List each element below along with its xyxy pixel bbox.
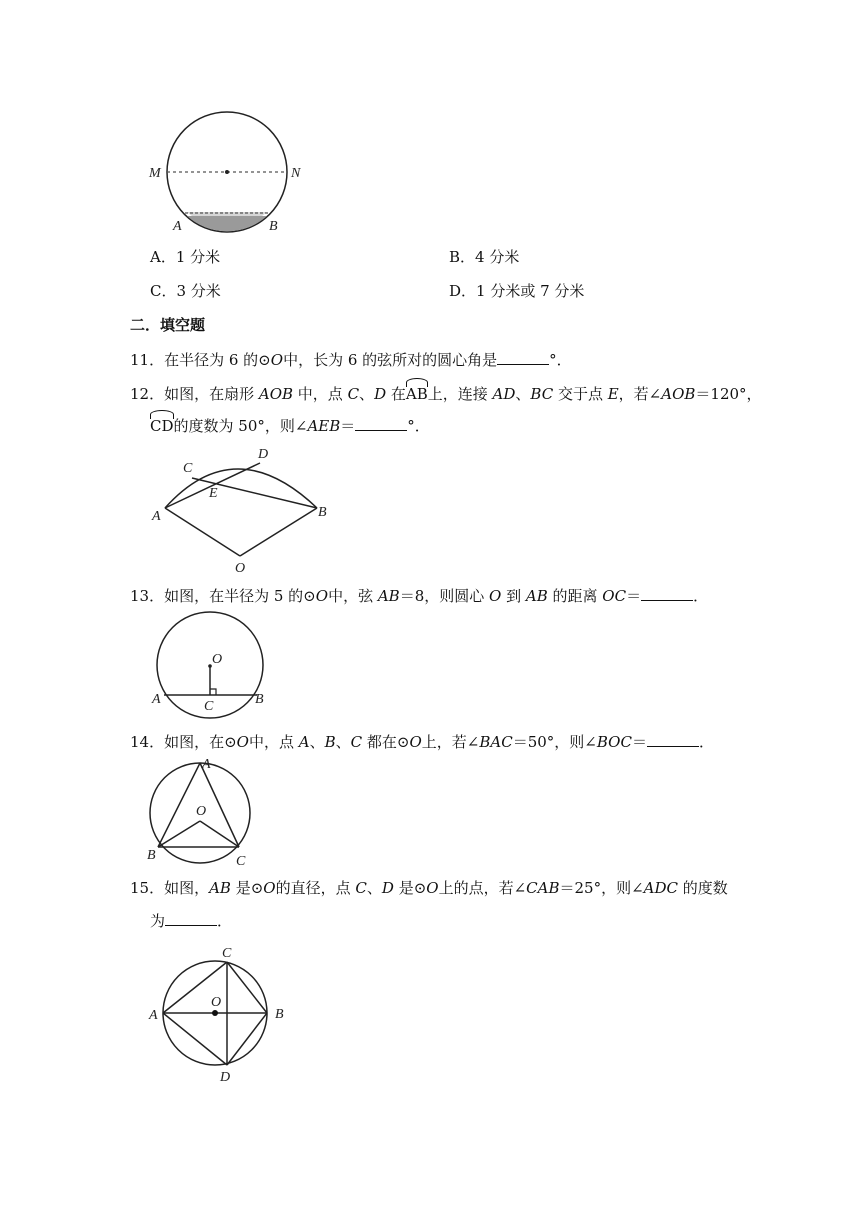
- label-M: M: [149, 166, 161, 181]
- arc-CD: CD: [150, 416, 174, 436]
- label-D: D: [258, 447, 269, 462]
- label-O: O: [196, 804, 207, 819]
- question-11: 11．在半径为 6 的⊙O中，长为 6 的弦所对的圆心角是 °．: [130, 351, 572, 369]
- option-c: C．3 分米: [150, 282, 221, 300]
- label-B: B: [147, 848, 156, 863]
- figure-q10-circle: [140, 96, 310, 236]
- label-N: N: [291, 166, 301, 181]
- label-A: A: [152, 692, 161, 707]
- label-D: D: [220, 1070, 231, 1085]
- figure-q15-circle: [140, 940, 300, 1085]
- label-O: O: [212, 652, 223, 667]
- figure-q12-sector: [145, 440, 345, 575]
- label-A: A: [202, 757, 211, 772]
- label-B: B: [269, 219, 278, 234]
- label-B: B: [318, 505, 327, 520]
- question-13: 13．如图，在半径为 5 的⊙O中，弦 AB＝8，则圆心 O 到 AB 的距离 OC＝ ．: [130, 587, 709, 605]
- section-title: 二．填空题: [130, 316, 206, 334]
- answer-blank-14[interactable]: [647, 732, 699, 747]
- label-C: C: [236, 854, 246, 869]
- label-E: E: [209, 486, 218, 501]
- label-C: C: [222, 946, 232, 961]
- label-B: B: [255, 692, 264, 707]
- label-A: A: [152, 509, 161, 524]
- figure-q14-circle: [140, 755, 260, 870]
- question-14: 14．如图，在⊙O中，点 A、B、C 都在⊙O上，若∠BAC＝50°，则∠BOC＝ ．: [130, 733, 714, 751]
- question-12-line2: CD的度数为 50°，则∠AEB＝ °．: [150, 416, 430, 436]
- label-A: A: [173, 219, 182, 234]
- label-C: C: [204, 699, 214, 714]
- option-d: D．1 分米或 7 分米: [449, 282, 585, 300]
- answer-blank-13[interactable]: [641, 586, 693, 601]
- label-O: O: [235, 561, 246, 575]
- arc-AB: AB: [406, 384, 428, 404]
- question-15-line1: 15．如图，AB 是⊙O的直径，点 C、D 是⊙O上的点，若∠CAB＝25°，则∠ADC 的度数: [130, 879, 728, 897]
- option-a: A．1 分米: [150, 248, 221, 266]
- label-C: C: [183, 461, 193, 476]
- label-A: A: [149, 1008, 158, 1023]
- question-15-line2: 为 ．: [150, 912, 233, 930]
- label-B: B: [275, 1007, 284, 1022]
- answer-blank-15[interactable]: [165, 911, 217, 926]
- answer-blank-11[interactable]: [497, 350, 549, 365]
- figure-q13-circle: [145, 610, 275, 720]
- question-12-line1: 12．如图，在扇形 AOB 中，点 C、D 在 AB上，连接 AD、BC 交于点 E，若∠AOB＝120°，: [130, 384, 762, 404]
- option-b: B．4 分米: [449, 248, 520, 266]
- label-O: O: [211, 995, 222, 1010]
- answer-blank-12[interactable]: [355, 416, 407, 431]
